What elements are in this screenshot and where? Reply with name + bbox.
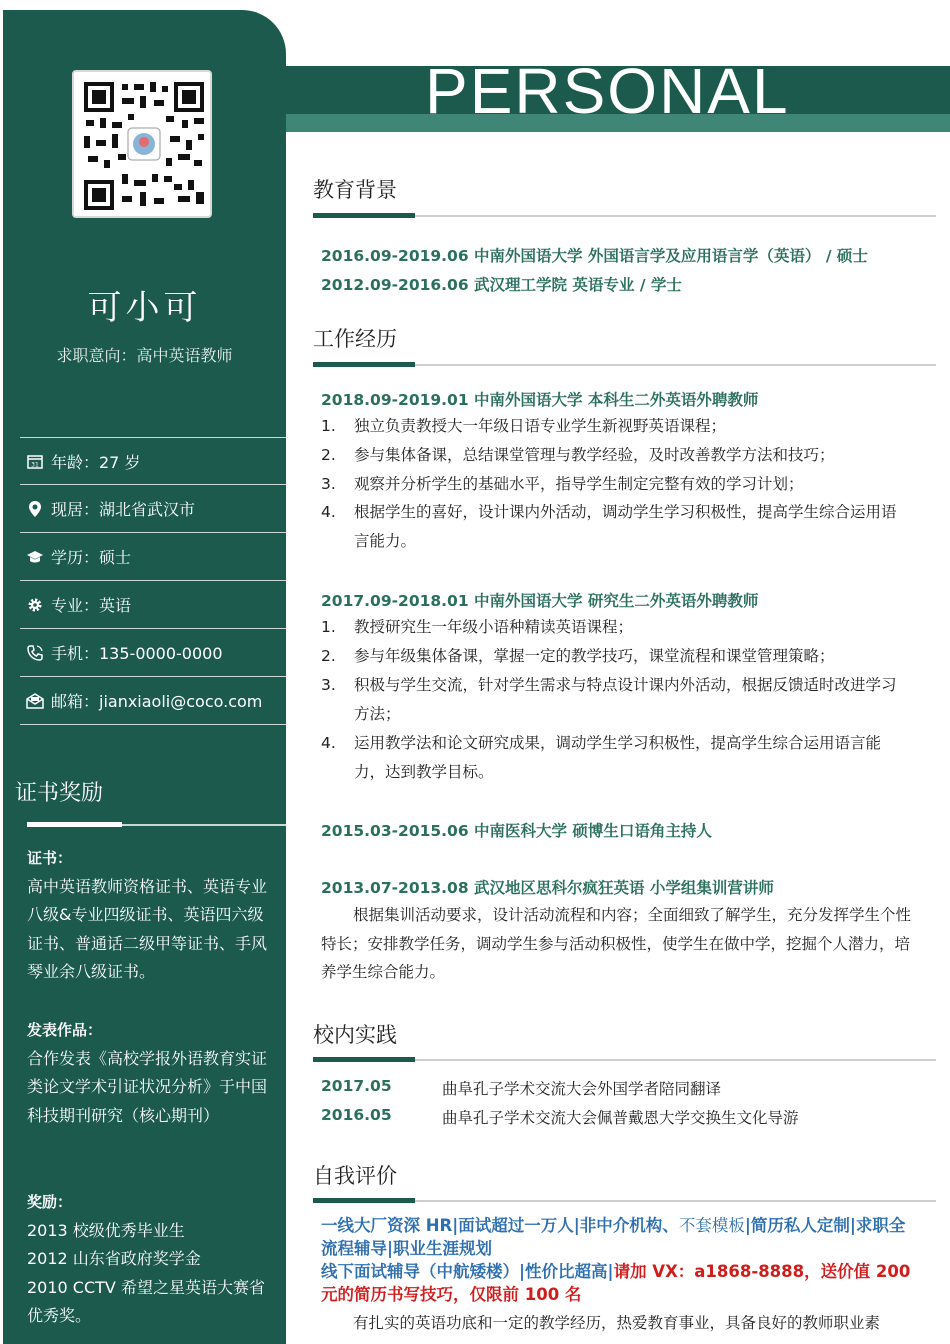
calendar-icon <box>25 451 45 471</box>
campus-title: 校内实践 <box>313 1023 397 1047</box>
job-duty-item: 1. 独立负责教授大一年级日语专业学生新视野英语课程； <box>321 417 727 435</box>
education-row: 2016.09-2019.06 中南外国语大学 外国语言学及应用语言学（英语） / 硕士 <box>321 247 868 265</box>
job-duty-item: 3. 积极与学生交流，针对学生需求与特点设计课内外活动，根据反馈适时改进学习方法； <box>321 676 897 723</box>
self-eval-title: 自我评价 <box>313 1164 397 1188</box>
candidate-name: 可小可 <box>87 288 202 328</box>
award-item: 2012 山东省政府奖学金 <box>27 1249 201 1268</box>
publication-text: 合作发表《高校学报外语教育实证类论文学术引证状况分析》于中国科技期刊研究（核心期刊） <box>27 1048 268 1125</box>
job-heading: 2018.09-2019.01 中南外国语大学 本科生二外英语外聘教师 <box>321 391 759 409</box>
job-heading: 2017.09-2018.01 中南外国语大学 研究生二外英语外聘教师 <box>321 592 759 610</box>
qr-code <box>72 70 212 218</box>
certificate-heading: 证书： <box>27 849 73 867</box>
campus-activity: 曲阜孔子学术交流大会佩普戴恩大学交换生文化导游 <box>442 1109 799 1127</box>
campus-date: 2017.05 <box>321 1077 392 1095</box>
sidebar <box>3 10 286 1344</box>
info-phone-text: 手机：135-0000-0000 <box>51 644 223 663</box>
promo-text: 一线大厂资深 HR|面试超过一万人|非中介机构、不套模板|简历私人定制|求职全流程辅导|职业生涯规划 线下面试辅导（中航矮楼）|性价比超高|请加 VX：a1868-8888，送价值 200 元的简历书写技巧，仅限前 100 名 <box>321 1216 911 1304</box>
campus-title-bar <box>313 1057 415 1062</box>
work-title-line <box>415 364 936 366</box>
publication-block <box>27 1016 267 1130</box>
education-row: 2012.09-2016.06 武汉理工学院 英语专业 / 学士 <box>321 276 682 294</box>
work-title-bar <box>313 362 415 367</box>
location-pin-icon <box>25 499 45 519</box>
self-eval-title-bar <box>313 1198 415 1203</box>
info-major <box>20 581 286 629</box>
self-eval-title-line <box>415 1200 936 1202</box>
certificate-text: 高中英语教师资格证书、英语专业八级&专业四级证书、英语四六级证书、普通话二级甲等证书、手风琴业余八级证书。 <box>27 876 268 981</box>
gear-icon <box>25 595 45 615</box>
info-degree <box>20 533 286 581</box>
mail-icon <box>25 691 45 711</box>
info-major-text: 专业：英语 <box>51 596 132 615</box>
campus-title-line <box>415 1059 936 1061</box>
job-duty-item: 3. 观察并分析学生的基础水平，指导学生制定完整有效的学习计划； <box>321 475 804 493</box>
job-description: 根据集训活动要求，设计活动流程和内容；全面细致了解学生，充分发挥学生个性特长；安排教学任务，调动学生参与活动积极性，使学生在做中学，挖掘个人潜力，培养学生综合能力。 <box>321 906 912 982</box>
job-duty-item: 1. 教授研究生一年级小语种精读英语课程； <box>321 618 634 636</box>
info-email <box>20 677 286 725</box>
award-item: 2010 CCTV 希望之星英语大赛省优秀奖。 <box>27 1277 265 1325</box>
education-title-bar <box>313 213 415 218</box>
certificates-title-line <box>122 824 286 826</box>
info-email-text: 邮箱：jianxiaoli@coco.com <box>51 692 263 711</box>
job-duty-item: 2. 参与集体备课，总结课堂管理与教学经验，及时改善教学方法和技巧； <box>321 446 835 464</box>
info-age-text: 年龄：27 岁 <box>51 452 141 472</box>
svg-text:31: 31 <box>31 461 39 469</box>
phone-icon <box>25 643 45 663</box>
education-title: 教育背景 <box>313 178 397 202</box>
info-phone <box>20 629 286 677</box>
campus-activity: 曲阜孔子学术交流大会外国学者陪同翻译 <box>442 1080 722 1098</box>
award-item: 2013 校级优秀毕业生 <box>27 1220 185 1240</box>
self-eval-text: 有扎实的英语功底和一定的教学经历，热爱教育事业，具备良好的教师职业素 <box>353 1314 881 1332</box>
publication-heading: 发表作品： <box>27 1021 103 1039</box>
certificate-block <box>27 844 267 987</box>
job-duty-item: 4. 运用教学法和论文研究成果，调动学生学习积极性，提高学生综合运用语言能力，达到教学目标。 <box>321 734 882 781</box>
certificates-title: 证书奖励 <box>15 781 104 806</box>
qr-code-icon <box>82 80 206 212</box>
job-heading: 2013.07-2013.08 武汉地区思科尔疯狂英语 小学组集训营讲师 <box>321 879 774 897</box>
header-banner-text: PERSONAL <box>425 55 790 127</box>
award-heading: 奖励： <box>27 1193 73 1211</box>
job-duty-item: 4. 根据学生的喜好，设计课内外活动，调动学生学习积极性，提高学生综合运用语言能力。 <box>321 503 897 550</box>
graduation-cap-icon <box>25 547 45 567</box>
job-intent: 求职意向：高中英语教师 <box>56 346 233 365</box>
info-location-text: 现居：湖北省武汉市 <box>51 500 196 519</box>
job-heading: 2015.03-2015.06 中南医科大学 硕博生口语角主持人 <box>321 822 712 840</box>
work-title: 工作经历 <box>313 327 397 351</box>
certificates-title-bar <box>27 822 122 827</box>
info-age <box>20 437 286 485</box>
job-duty-item: 2. 参与年级集体备课，掌握一定的教学技巧，课堂流程和课堂管理策略； <box>321 647 835 665</box>
personal-info-list <box>20 437 286 725</box>
info-location <box>20 485 286 533</box>
campus-date: 2016.05 <box>321 1106 392 1124</box>
info-degree-text: 学历：硕士 <box>51 548 132 567</box>
education-title-line <box>415 215 936 217</box>
award-block <box>27 1188 267 1331</box>
